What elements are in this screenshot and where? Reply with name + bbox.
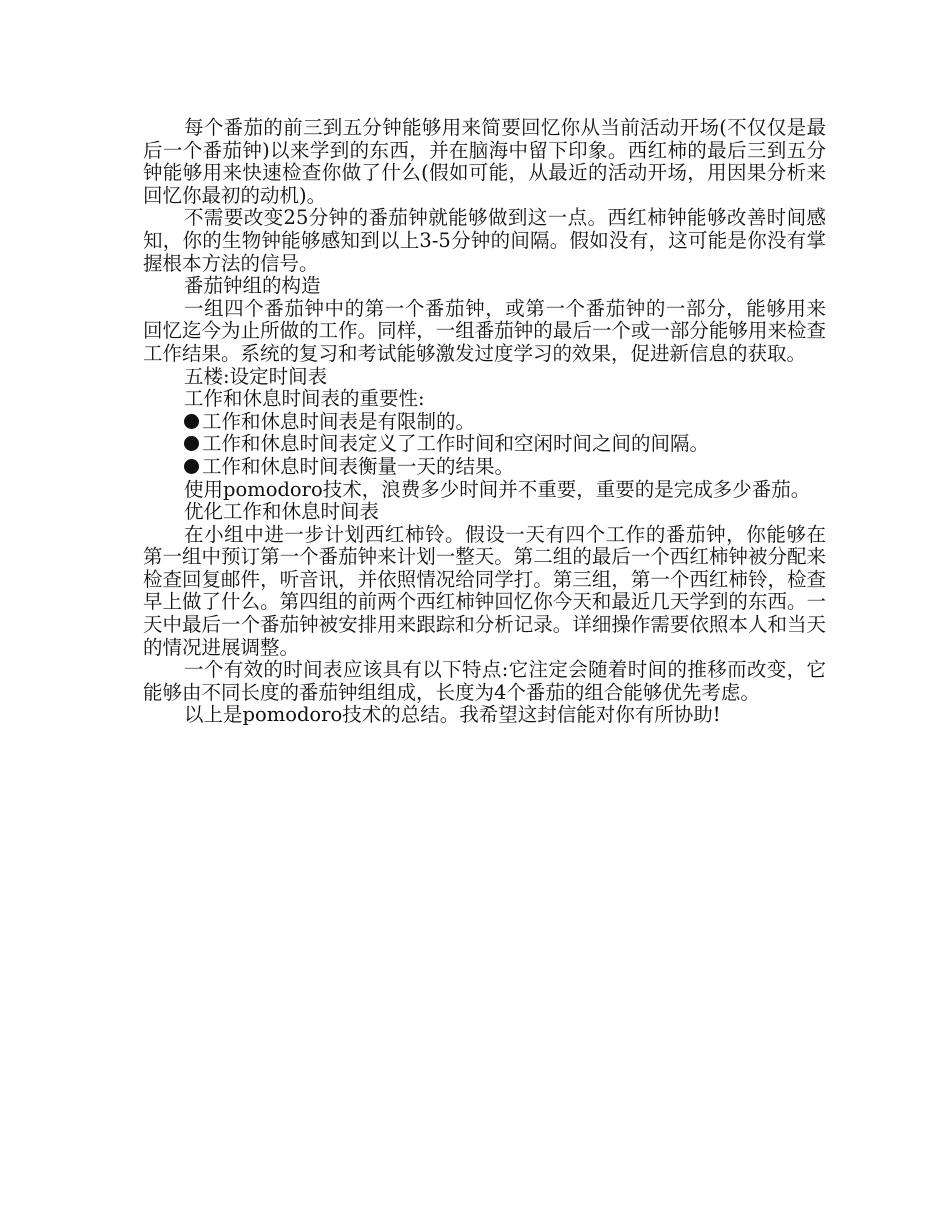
bullet-item bbox=[143, 456, 826, 479]
paragraph-review-minutes: 每个番茄的前三到五分钟能够用来简要回忆你从当前活动开场(不仅仅是最后一个番茄钟)以来学到的东西，并在脑海中留下印象。西红柿的最后三到五分钟能够用来快速检查你做了什么(假如可能，从最近的活动开场，用因果分析来回忆你最初的动机)。 bbox=[143, 116, 826, 207]
bullet-dot-icon bbox=[184, 459, 199, 474]
bullet-item bbox=[143, 433, 826, 456]
paragraph-pomodoro-set: 一组四个番茄钟中的第一个番茄钟，或第一个番茄钟的一部分，能够用来回忆迄今为止所做的工作。同样，一组番茄钟的最后一个或一部分能够用来检查工作结果。系统的复习和考试能够激发过度学习的效果，促进新信息的获取。 bbox=[143, 296, 826, 365]
bullet-text: 工作和休息时间表定义了工作时间和空闲时间之间的间隔。 bbox=[202, 432, 710, 456]
paragraph-group-plan: 在小组中进一步计划西红柿铃。假设一天有四个工作的番茄钟，你能够在第一组中预订第一个番茄钟来计划一整天。第二组的最后一个西红柿钟被分配来检查回复邮件，听音讯，并依照情况给同学打。第三组，第一个西红柿铃，检查早上做了什么。第四组的前两个西红柿钟回忆你今天和最近几天学到的东西。一天中最后一个番茄钟被安排用来跟踪和分析记录。详细操作需要依照本人和当天的情况进展调整。 bbox=[143, 522, 826, 659]
document-body bbox=[143, 117, 826, 727]
paragraph-schedule-importance: 工作和休息时间表的重要性: bbox=[184, 387, 425, 411]
bullet-dot-icon bbox=[184, 436, 199, 451]
bullet-text: 工作和休息时间表衡量一天的结果。 bbox=[202, 454, 515, 478]
section-heading-pomodoro-set: 番茄钟组的构造 bbox=[184, 274, 321, 298]
section-heading-schedule: 五楼:设定时间表 bbox=[184, 364, 328, 388]
section-heading-optimize: 优化工作和休息时间表 bbox=[184, 500, 380, 524]
paragraph-time-perception: 不需要改变25分钟的番茄钟就能够做到这一点。西红柿钟能够改善时间感知，你的生物钟能够感知到以上3-5分钟的间隔。假如没有，这可能是你没有掌握根本方法的信号。 bbox=[143, 206, 826, 275]
bullet-item bbox=[143, 411, 826, 434]
bullet-dot-icon bbox=[184, 414, 199, 429]
paragraph-pomodoro-count: 使用pomodoro技术，浪费多少时间并不重要，重要的是完成多少番茄。 bbox=[184, 477, 811, 501]
bullet-text: 工作和休息时间表是有限制的。 bbox=[202, 409, 476, 433]
paragraph-effective-schedule: 一个有效的时间表应该具有以下特点:它注定会随着时间的推移而改变，它能够由不同长度的番茄钟组组成，长度为4个番茄的组合能够优先考虑。 bbox=[143, 658, 826, 704]
paragraph-conclusion: 以上是pomodoro技术的总结。我希望这封信能对你有所协助! bbox=[184, 703, 721, 727]
